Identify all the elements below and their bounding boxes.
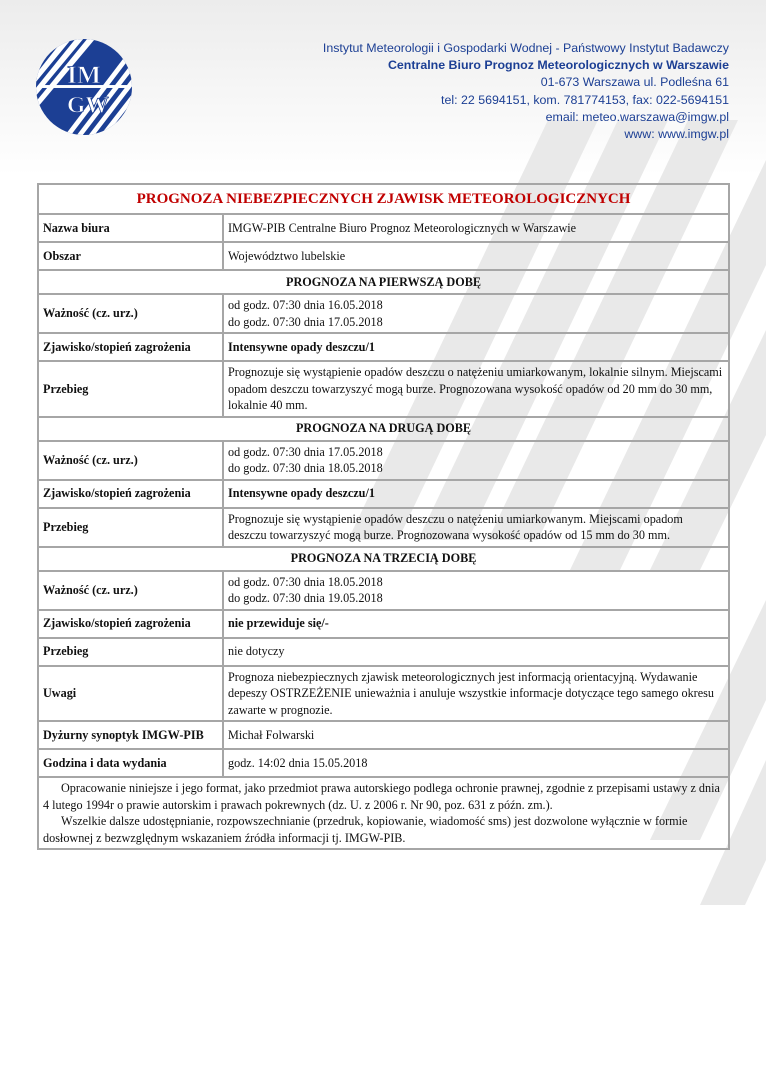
issued-row xyxy=(38,749,729,777)
remarks-label: Uwagi xyxy=(38,666,223,722)
forecast-table xyxy=(37,183,730,850)
office-value: IMGW-PIB Centralne Biuro Prognoz Meteorologicznych w Warszawie xyxy=(223,214,729,242)
day3-heading-row xyxy=(38,547,729,571)
address: 01-673 Warszawa ul. Podleśna 61 xyxy=(540,75,729,90)
office-row xyxy=(38,214,729,242)
office-label: Nazwa biura xyxy=(38,214,223,242)
day3-course-label: Przebieg xyxy=(38,638,223,666)
area-value: Województwo lubelskie xyxy=(223,242,729,270)
remarks-row xyxy=(38,666,729,722)
day1-phenomenon-value: Intensywne opady deszczu/1 xyxy=(223,333,729,361)
day3-course-row xyxy=(38,638,729,666)
svg-text:IM: IM xyxy=(67,60,101,90)
day1-validity-to: do godz. 07:30 dnia 17.05.2018 xyxy=(228,314,383,329)
institute-name: Instytut Meteorologii i Gospodarki Wodnej - Państwowy Instytut Badawczy xyxy=(322,41,729,55)
document-title: PROGNOZA NIEBEZPIECZNYCH ZJAWISK METEOROLOGICZNYCH xyxy=(38,184,729,214)
day2-heading: PROGNOZA NA DRUGĄ DOBĘ xyxy=(38,417,729,441)
day3-validity-to: do godz. 07:30 dnia 19.05.2018 xyxy=(228,591,383,605)
issued-value: godz. 14:02 dnia 15.05.2018 xyxy=(223,749,729,777)
day2-course-label: Przebieg xyxy=(38,508,223,547)
day1-heading-row xyxy=(38,270,729,294)
title-row xyxy=(38,184,729,214)
imgw-logo xyxy=(35,38,133,136)
day2-validity-row xyxy=(38,441,729,480)
area-row xyxy=(38,242,729,270)
day2-heading-row xyxy=(38,417,729,441)
forecaster-row xyxy=(38,721,729,749)
copyright-notice xyxy=(38,777,729,849)
distribution-paragraph: Wszelkie dalsze udostępnianie, rozpowszechnianie (przedruk, kopiowanie, wiadomość sms) jest dozwolone wyłącznie w formie dosłownej z bezwzględnym wskazaniem źródła informacji tj. IMGW-PIB. xyxy=(43,814,688,845)
institute-header xyxy=(323,40,729,143)
day2-validity-value xyxy=(223,441,729,480)
day1-phenomenon-row xyxy=(38,333,729,361)
day3-validity-from: od godz. 07:30 dnia 18.05.2018 xyxy=(228,574,383,589)
footer-row xyxy=(38,777,729,849)
forecaster-value: Michał Folwarski xyxy=(223,721,729,749)
day1-course-label: Przebieg xyxy=(38,361,223,417)
day1-validity-row xyxy=(38,294,729,333)
day2-validity-from: od godz. 07:30 dnia 17.05.2018 xyxy=(228,444,383,459)
bureau-name: Centralne Biuro Prognoz Meteorologicznych w Warszawie xyxy=(387,58,729,73)
website: www: www.imgw.pl xyxy=(624,127,729,142)
day1-validity-from: od godz. 07:30 dnia 16.05.2018 xyxy=(228,298,383,312)
day3-phenomenon-row xyxy=(38,610,729,638)
area-label: Obszar xyxy=(38,242,223,270)
day3-validity-value xyxy=(223,571,729,610)
day1-course-row xyxy=(38,361,729,417)
day3-course-value: nie dotyczy xyxy=(223,638,729,666)
forecaster-label: Dyżurny synoptyk IMGW-PIB xyxy=(38,721,223,749)
email-address: email: meteo.warszawa@imgw.pl xyxy=(545,109,729,124)
remarks-value: Prognoza niebezpiecznych zjawisk meteorologicznych jest informacją orientacyjną. Wydawanie depeszy OSTRZEŻENIE unieważnia i anuluje wszystkie informacje dotyczące tego samego okresu zawarte w prognozie. xyxy=(223,666,729,722)
day2-phenomenon-label: Zjawisko/stopień zagrożenia xyxy=(38,480,223,508)
day3-validity-label: Ważność (cz. urz.) xyxy=(38,571,223,610)
day3-heading: PROGNOZA NA TRZECIĄ DOBĘ xyxy=(38,547,729,571)
day1-phenomenon-label: Zjawisko/stopień zagrożenia xyxy=(38,333,223,361)
day1-course-value: Prognozuje się wystąpienie opadów deszczu o natężeniu umiarkowanym, lokalnie silnym. Miejscami opadom deszczu towarzyszyć mogą burze. Prognozowana wysokość opadów od 20 mm do 30 mm, lokalnie 40 mm. xyxy=(223,361,729,417)
day2-course-row xyxy=(38,508,729,547)
day2-phenomenon-row xyxy=(38,480,729,508)
day3-phenomenon-label: Zjawisko/stopień zagrożenia xyxy=(38,610,223,638)
day3-phenomenon-value: nie przewiduje się/- xyxy=(223,610,729,638)
day1-validity-label: Ważność (cz. urz.) xyxy=(38,294,223,333)
day1-validity-value xyxy=(223,294,729,333)
day1-heading: PROGNOZA NA PIERWSZĄ DOBĘ xyxy=(38,270,729,294)
phone-numbers: tel: 22 5694151, kom. 781774153, fax: 022-5694151 xyxy=(441,92,729,107)
day2-validity-to: do godz. 07:30 dnia 18.05.2018 xyxy=(228,461,383,475)
svg-text:GW: GW xyxy=(67,92,109,119)
day2-course-value: Prognozuje się wystąpienie opadów deszczu o natężeniu umiarkowanym. Miejscami opadom deszczu towarzyszyć mogą burze. Prognozowana wysokość opadów od 15 mm do 30 mm. xyxy=(223,508,729,547)
day3-validity-row xyxy=(38,571,729,610)
day2-validity-label: Ważność (cz. urz.) xyxy=(38,441,223,480)
issued-label: Godzina i data wydania xyxy=(38,749,223,777)
day2-phenomenon-value: Intensywne opady deszczu/1 xyxy=(223,480,729,508)
copyright-paragraph: Opracowanie niniejsze i jego format, jako przedmiot prawa autorskiego podlega ochronie prawnej, zgodnie z przepisami ustawy z dnia 4 lutego 1994r o prawie autorskim i prawach pokrewnych (dz. U. z 2006 r. Nr 90, poz. 631 z późn. zm.). xyxy=(43,781,720,812)
